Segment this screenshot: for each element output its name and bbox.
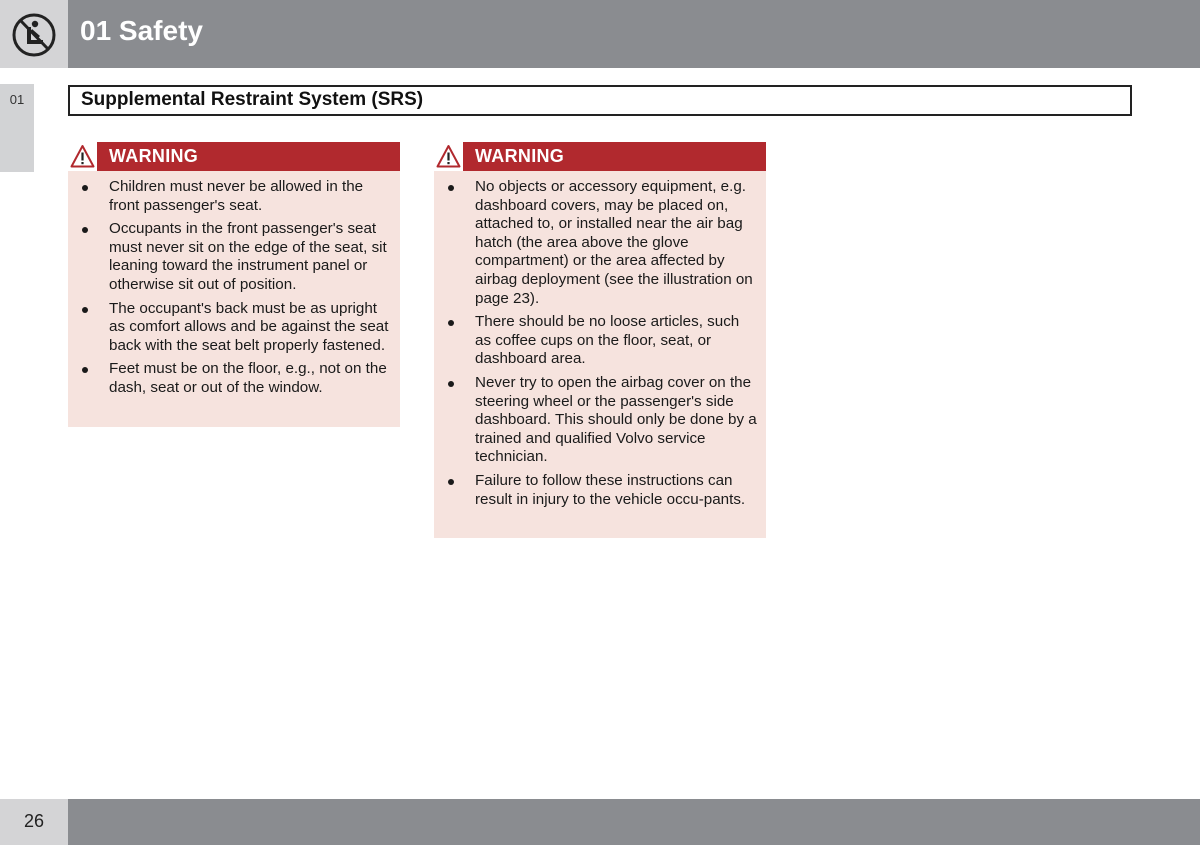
list-item-text: Occupants in the front passenger's seat must never sit on the edge of the seat, sit leaning toward the instrument panel or otherwise sit out of position. bbox=[109, 220, 387, 293]
warning-title: WARNING bbox=[109, 146, 199, 166]
list-item-text: There should be no loose articles, such as coffee cups on the floor, seat, or dashboard area. bbox=[475, 313, 740, 368]
header-bar bbox=[68, 0, 1200, 68]
bullet-icon bbox=[82, 367, 88, 373]
list-item bbox=[68, 360, 392, 397]
list-item bbox=[68, 178, 392, 215]
warning-header bbox=[68, 142, 400, 171]
bullet-icon bbox=[82, 185, 88, 191]
list-item bbox=[434, 313, 758, 369]
chapter-side-tab bbox=[0, 84, 34, 172]
list-item-text: Failure to follow these instructions can result in injury to the vehicle occu-pants. bbox=[475, 471, 746, 508]
seat-airbag-warning-icon bbox=[12, 13, 56, 57]
chapter-title: 01 Safety bbox=[80, 15, 203, 46]
bullet-icon bbox=[82, 227, 88, 233]
list-item-text: The occupant's back must be as upright as comfort allows and be against the seat back with the seat belt properly fastened. bbox=[109, 299, 389, 354]
warning-list bbox=[434, 171, 766, 519]
section-title: Supplemental Restraint System (SRS) bbox=[81, 89, 424, 110]
list-item bbox=[68, 300, 392, 356]
warning-title: WARNING bbox=[475, 146, 565, 166]
bullet-icon bbox=[448, 185, 454, 191]
list-item-text: Feet must be on the floor, e.g., not on the dash, seat or out of the window. bbox=[109, 360, 387, 396]
warning-box-2 bbox=[434, 142, 766, 538]
list-item-text: Children must never be allowed in the front passenger's seat. bbox=[109, 178, 364, 214]
warning-list bbox=[68, 171, 400, 408]
page-number: 26 bbox=[23, 811, 45, 831]
chapter-logo bbox=[0, 0, 68, 68]
section-title-box bbox=[68, 85, 1132, 116]
list-item bbox=[434, 178, 758, 308]
side-tab-label: 01 bbox=[9, 92, 25, 107]
list-item bbox=[434, 374, 758, 467]
list-item-text: Never try to open the airbag cover on the steering wheel or the passenger's side dashboard. This should only be done by a trained and qualified Volvo service technician. bbox=[475, 373, 757, 466]
bullet-icon bbox=[448, 381, 454, 387]
list-item-text: No objects or accessory equipment, e.g. dashboard covers, may be placed on, attached to, or installed near the air bag hatch (the area above the glove compartment) or the area affected by airbag deployment (see the illustration on page 23). bbox=[475, 178, 753, 307]
warning-triangle-icon bbox=[434, 142, 463, 171]
page-number-box bbox=[0, 799, 68, 845]
footer-bar bbox=[68, 799, 1200, 845]
warning-header bbox=[434, 142, 766, 171]
list-item bbox=[68, 220, 392, 294]
warning-triangle-icon bbox=[68, 142, 97, 171]
bullet-icon bbox=[448, 479, 454, 485]
bullet-icon bbox=[448, 320, 454, 326]
bullet-icon bbox=[82, 307, 88, 313]
list-item bbox=[434, 472, 758, 509]
warning-box-1 bbox=[68, 142, 400, 427]
